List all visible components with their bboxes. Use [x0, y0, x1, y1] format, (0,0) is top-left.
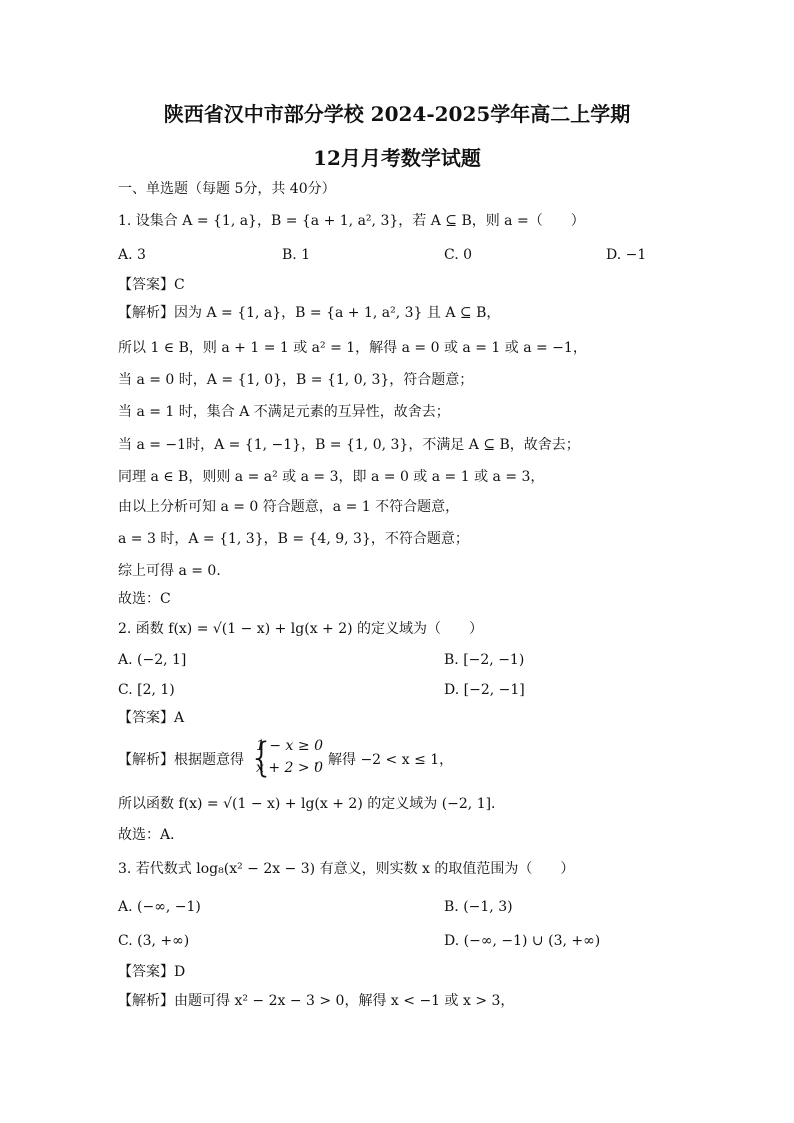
q1-analysis-line: 同理 a ∈ B，则则 a = a² 或 a = 3，即 a = 0 或 a = 1 或 a = 3， — [118, 469, 545, 485]
q1-conclusion: 故选：C — [118, 591, 171, 607]
q1-analysis-line: 【解析】因为 A = {1, a}，B = {a + 1, a², 3} 且 A ⊆ B， — [118, 305, 501, 321]
q1-option-d: D. −1 — [606, 247, 647, 263]
q2-conclusion: 故选：A． — [118, 827, 185, 843]
q1-analysis-line: 当 a = 0 时，A = {1, 0}，B = {1, 0, 3}，符合题意； — [118, 372, 474, 388]
q3-analysis-line: 【解析】由题可得 x² − 2x − 3 > 0，解得 x < −1 或 x > 3， — [118, 993, 515, 1009]
q1-analysis-line: 所以 1 ∈ B，则 a + 1 = 1 或 a² = 1，解得 a = 0 或 a = 1 或 a = −1， — [118, 340, 587, 356]
q2-system-inequality: x + 2 > 0 — [256, 760, 323, 776]
section-heading: 一、单选题（每题 5分，共 40分） — [118, 181, 336, 197]
q3-option-b: B. (−1, 3) — [444, 899, 513, 915]
q1-analysis-line: 当 a = −1时，A = {1, −1}，B = {1, 0, 3}，不满足 A ⊆ B，故舍去； — [118, 437, 580, 453]
document-title-line2: 12月月考数学试题 — [313, 146, 481, 170]
document-title-line1: 陕西省汉中市部分学校 2024-2025学年高二上学期 — [163, 102, 631, 126]
q1-analysis-line: 由以上分析可知 a = 0 符合题意，a = 1 不符合题意， — [118, 499, 460, 515]
q1-answer: 【答案】C — [118, 277, 185, 293]
q1-analysis-line: 当 a = 1 时，集合 A 不满足元素的互异性，故舍去； — [118, 404, 450, 420]
q2-system-inequality: 1 − x ≥ 0 — [256, 738, 323, 754]
q1-analysis-line: a = 3 时，A = {1, 3}，B = {4, 9, 3}，不符合题意； — [118, 531, 469, 547]
q2-answer: 【答案】A — [118, 710, 185, 726]
left-brace-symbol: { — [249, 735, 275, 781]
q2-analysis-line: 所以函数 f(x) = √(1 − x) + lg(x + 2) 的定义域为 (−2, 1]． — [118, 796, 506, 812]
q3-option-c: C. (3, +∞) — [118, 933, 190, 949]
q2-stem: 2. 函数 f(x) = √(1 − x) + lg(x + 2) 的定义域为（ ） — [118, 621, 484, 637]
q2-analysis-result: ，解得 −2 < x ≤ 1， — [314, 752, 454, 768]
q2-option-a: A. (−2, 1] — [118, 652, 187, 668]
q2-option-b: B. [−2, −1) — [444, 652, 525, 668]
q3-stem: 3. 若代数式 log₈(x² − 2x − 3) 有意义，则实数 x 的取值范围为（ ） — [118, 861, 575, 877]
q2-option-c: C. [2, 1) — [118, 682, 175, 698]
q3-option-a: A. (−∞, −1) — [118, 899, 201, 915]
q2-option-d: D. [−2, −1] — [444, 682, 525, 698]
q1-option-b: B. 1 — [282, 247, 311, 263]
q1-option-c: C. 0 — [444, 247, 473, 263]
q3-answer: 【答案】D — [118, 964, 186, 980]
q1-stem: 1. 设集合 A = {1, a}，B = {a + 1, a², 3}，若 A ⊆ B，则 a =（ ） — [118, 213, 585, 229]
q3-option-d: D. (−∞, −1) ∪ (3, +∞) — [444, 933, 601, 949]
q1-analysis-line: 综上可得 a = 0． — [118, 563, 231, 579]
q2-analysis-label: 【解析】根据题意得 — [118, 752, 244, 768]
q1-option-a: A. 3 — [118, 247, 146, 263]
